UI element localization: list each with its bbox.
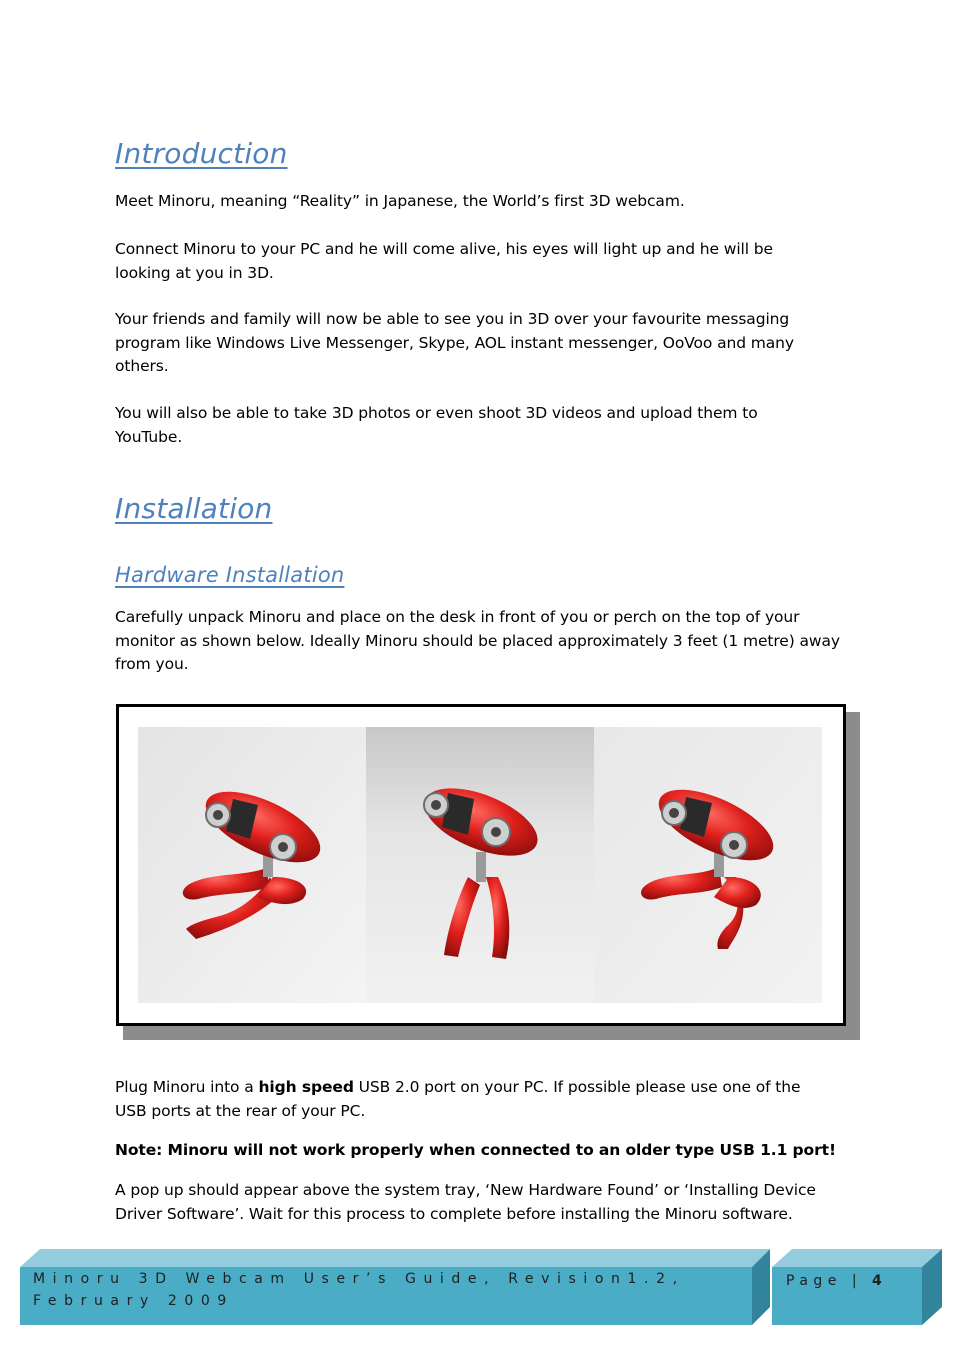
hardware-paragraph-1: Carefully unpack Minoru and place on the desk in front of you or perch on the top of your monitor as shown below. Ideally Minoru should be placed approximately 3 feet (1 metre) away from you. <box>115 608 840 673</box>
plug-text-start: Plug Minoru into a <box>115 1078 259 1096</box>
page-label: Page | <box>786 1273 863 1289</box>
minoru-photos-figure <box>116 704 846 1026</box>
intro-paragraph-3: Your friends and family will now be able to see you in 3D over your favourite messaging program like Windows Live Messenger, Skype, AOL instant messenger, OoVoo and many others. <box>115 310 794 375</box>
usb-note-bold: Note: Minoru will not work properly when connected to an older type USB 1.1 port! <box>115 1141 836 1159</box>
high-speed-bold: high speed <box>258 1078 354 1096</box>
installation-heading: Installation <box>115 492 273 525</box>
usb-note <box>115 1139 845 1163</box>
minoru-photo-right <box>594 727 822 1003</box>
minoru-photo-center <box>366 727 594 1003</box>
page-number: 4 <box>872 1273 888 1289</box>
intro-paragraph-1: Meet Minoru, meaning “Reality” in Japanese, the World’s first 3D webcam. <box>115 192 685 210</box>
footer-title: Minoru 3D Webcam User’s Guide, Revision1.2, February 2009 <box>33 1271 685 1309</box>
plug-text-end: USB 2.0 port on your PC. If possible please use one of the USB ports at the rear of your PC. <box>115 1078 801 1120</box>
hardware-paragraph-2 <box>115 1076 835 1123</box>
hardware-installation-subheading: Hardware Installation <box>115 563 345 587</box>
footer-page <box>786 1270 887 1292</box>
hardware-paragraph-3: A pop up should appear above the system tray, ‘New Hardware Found’ or ‘Installing Device Driver Software’. Wait for this process to complete before installing the Minoru software. <box>115 1181 816 1223</box>
intro-paragraph-4: You will also be able to take 3D photos or even shoot 3D videos and upload them to YouTube. <box>115 404 758 446</box>
intro-paragraph-2: Connect Minoru to your PC and he will come alive, his eyes will light up and he will be looking at you in 3D. <box>115 240 773 282</box>
minoru-photo-left <box>138 727 366 1003</box>
introduction-heading: Introduction <box>115 137 288 170</box>
